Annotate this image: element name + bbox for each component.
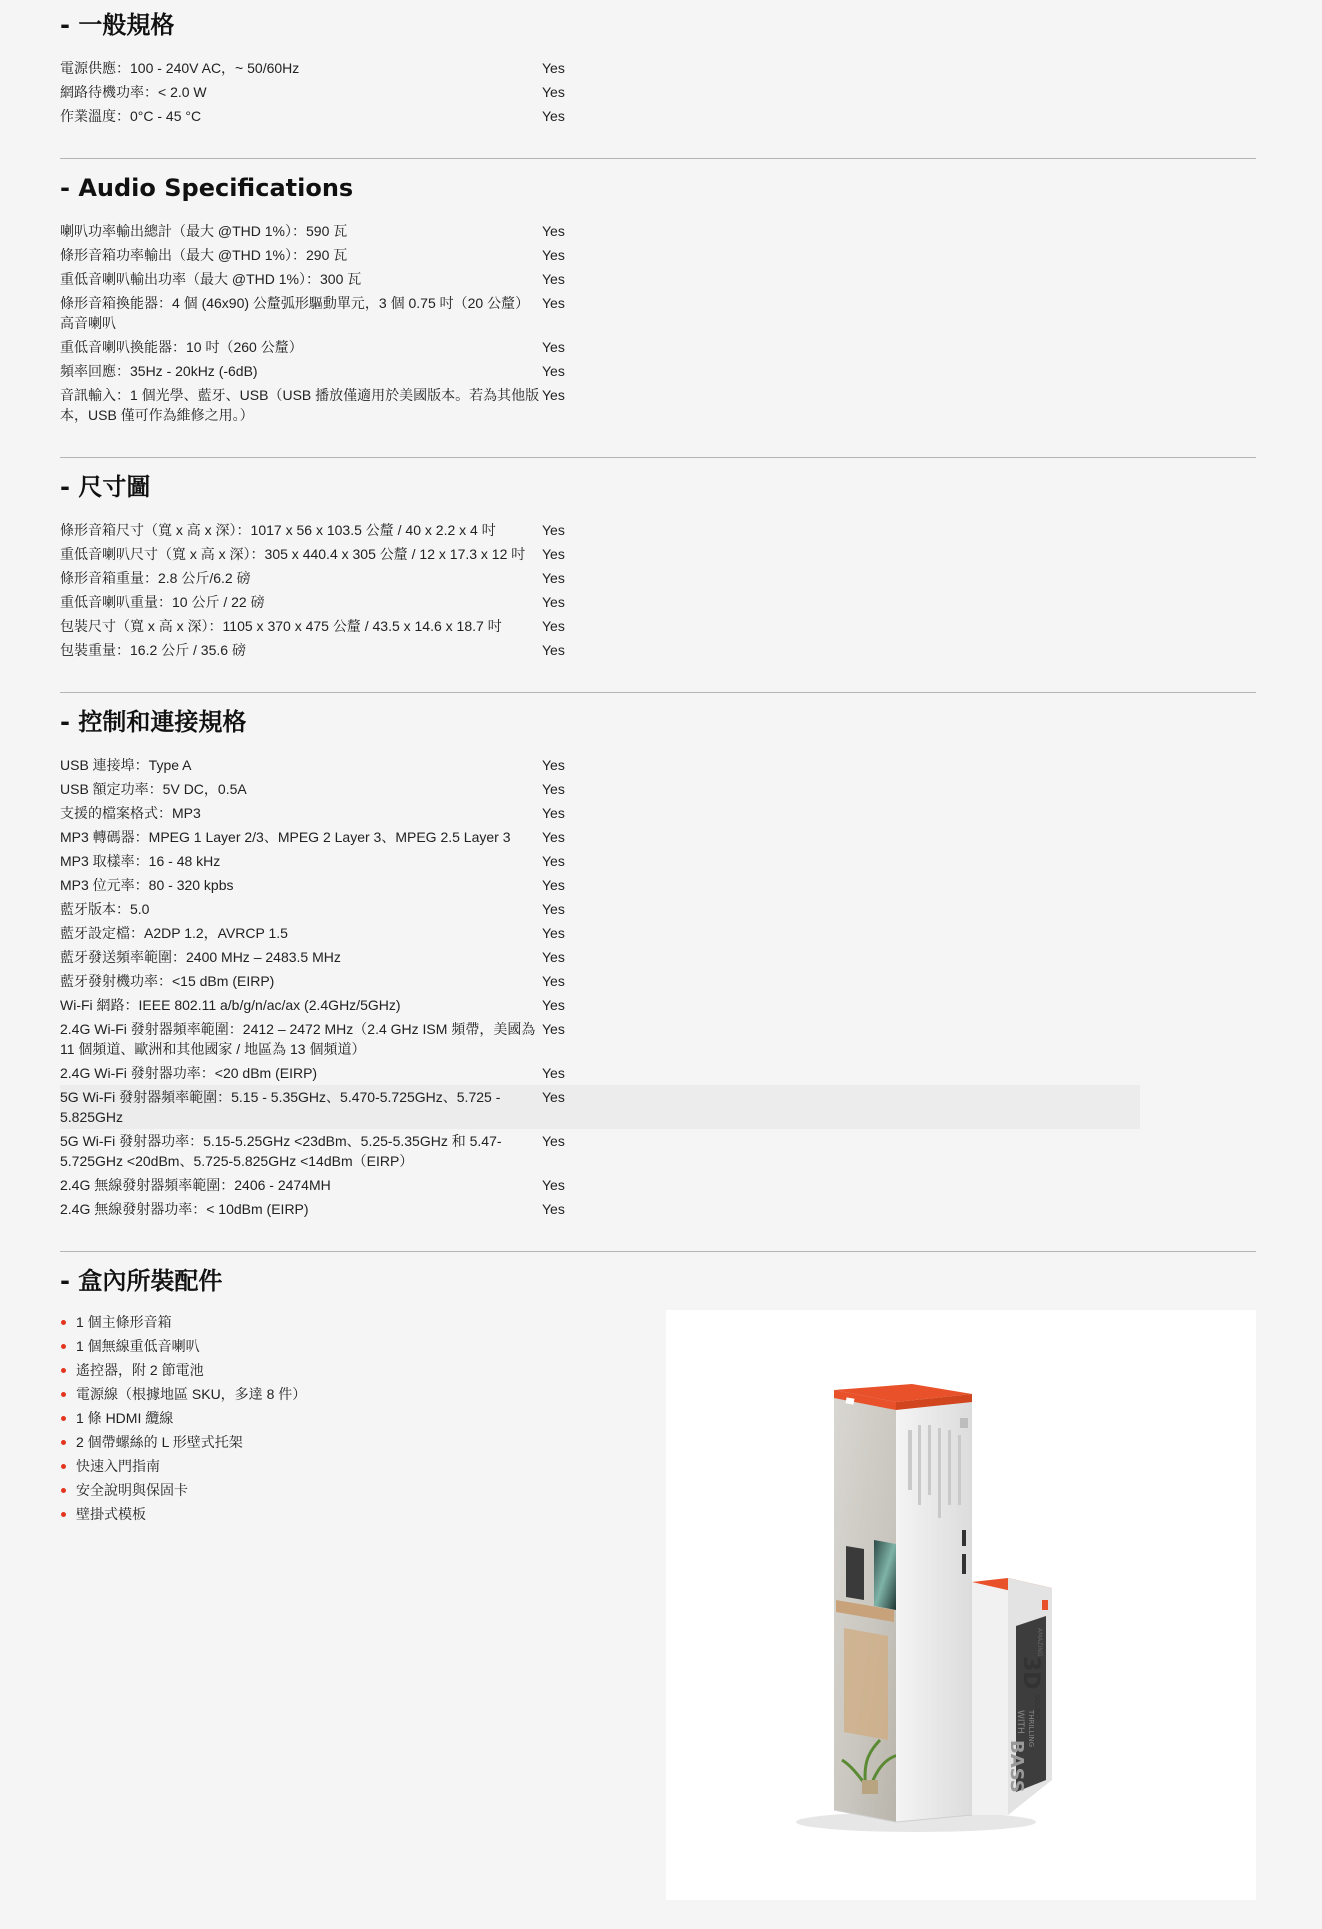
product-image-panel: [666, 1310, 1256, 1900]
box-text-3d: 3D: [1018, 1656, 1043, 1690]
section-general-specs: [60, 10, 1256, 128]
section-divider: [60, 158, 1256, 159]
spec-row: [60, 1017, 1256, 1061]
spec-value: Yes: [542, 853, 565, 869]
spec-label: 條形音箱換能器：4 個 (46x90) 公釐弧形驅動單元，3 個 0.75 吋（20 公釐）高音喇叭: [60, 295, 530, 331]
spec-value: Yes: [542, 522, 565, 538]
spec-row: [60, 566, 1256, 590]
spec-label: 音訊輸入：1 個光學、藍牙、USB（USB 播放僅適用於美國版本。若為其他版本，USB 僅可作為維修之用。）: [60, 387, 540, 423]
spec-value: Yes: [542, 1021, 565, 1037]
section-title: - 盒內所裝配件: [60, 1267, 223, 1295]
spec-label: MP3 取樣率：16 - 48 kHz: [60, 853, 221, 869]
spec-label: 電源供應：100 - 240V AC，~ 50/60Hz: [60, 60, 300, 76]
spec-value: Yes: [542, 594, 565, 610]
spec-value: Yes: [542, 805, 565, 821]
product-box-image: [666, 1310, 1256, 1900]
spec-row: [60, 104, 1256, 128]
spec-label: 藍牙發射機功率：<15 dBm (EIRP): [60, 973, 275, 989]
box-text-thrilling: THRILLING: [1027, 1710, 1035, 1747]
spec-row: [60, 80, 1256, 104]
spec-value: Yes: [542, 1089, 565, 1105]
spec-value: Yes: [542, 877, 565, 893]
list-item: 1 個主條形音箱: [60, 1310, 620, 1334]
spec-row: [60, 801, 1256, 825]
spec-value: Yes: [542, 1177, 565, 1193]
spec-value: Yes: [542, 781, 565, 797]
list-item: 安全說明與保固卡: [60, 1478, 620, 1502]
spec-row: [60, 359, 1256, 383]
spec-label: MP3 轉碼器：MPEG 1 Layer 2/3、MPEG 2 Layer 3、MPEG 2.5 Layer 3: [60, 829, 511, 845]
spec-row: [60, 638, 1256, 662]
box-text-sound: SOUND: [1033, 1694, 1041, 1720]
spec-list: [60, 518, 1256, 662]
spec-label: 2.4G Wi-Fi 發射器頻率範圍：2412 – 2472 MHz（2.4 GHz ISM 頻帶，美國為 11 個頻道、歐洲和其他國家 / 地區為 13 個頻道）: [60, 1021, 536, 1057]
spec-label: 重低音喇叭重量：10 公斤 / 22 磅: [60, 594, 265, 610]
spec-value: Yes: [542, 387, 565, 403]
spec-row: [60, 921, 1256, 945]
spec-row: [60, 753, 1256, 777]
spec-label: 喇叭功率輸出總計（最大 @THD 1%）：590 瓦: [60, 223, 348, 239]
section-title: - 一般規格: [60, 11, 175, 39]
spec-row: [60, 1197, 1256, 1221]
spec-row: [60, 993, 1256, 1017]
spec-value: Yes: [542, 295, 565, 311]
section-divider: [60, 692, 1256, 693]
spec-value: Yes: [542, 546, 565, 562]
spec-label: 頻率回應：35Hz - 20kHz (-6dB): [60, 363, 258, 379]
spec-value: Yes: [542, 618, 565, 634]
spec-label: USB 額定功率：5V DC，0.5A: [60, 781, 247, 797]
spec-row: [60, 383, 1256, 427]
spec-label: 包裝尺寸（寬 x 高 x 深）：1105 x 370 x 475 公釐 / 43.5 x 14.6 x 18.7 吋: [60, 618, 502, 634]
spec-value: Yes: [542, 271, 565, 287]
section-title: - 控制和連接規格: [60, 708, 247, 736]
list-item: 壁掛式模板: [60, 1502, 620, 1526]
list-item: 快速入門指南: [60, 1454, 620, 1478]
spec-row: [60, 267, 1256, 291]
spec-label: 藍牙版本：5.0: [60, 901, 150, 917]
spec-label: 網路待機功率：< 2.0 W: [60, 84, 207, 100]
spec-label: 重低音喇叭尺寸（寬 x 高 x 深）：305 x 440.4 x 305 公釐 / 12 x 17.3 x 12 吋: [60, 546, 526, 562]
spec-row: [60, 542, 1256, 566]
list-item: 電源線（根據地區 SKU，多達 8 件）: [60, 1382, 620, 1406]
section-audio-specs: [60, 173, 1256, 427]
spec-label: 支援的檔案格式：MP3: [60, 805, 201, 821]
spec-value: Yes: [542, 247, 565, 263]
spec-row: [60, 291, 1256, 335]
spec-label: 藍牙發送頻率範圍：2400 MHz – 2483.5 MHz: [60, 949, 341, 965]
spec-label: 重低音喇叭換能器：10 吋（260 公釐）: [60, 339, 303, 355]
section-title: - Audio Specifications: [60, 174, 354, 202]
spec-row: [60, 1061, 1256, 1085]
spec-value: Yes: [542, 1065, 565, 1081]
spec-value: Yes: [542, 1133, 565, 1149]
spec-value: Yes: [542, 108, 565, 124]
box-text-bass: BASS: [1006, 1740, 1027, 1793]
spec-label: 包裝重量：16.2 公斤 / 35.6 磅: [60, 642, 246, 658]
spec-row: [60, 945, 1256, 969]
list-item: 遙控器，附 2 節電池: [60, 1358, 620, 1382]
spec-row: [60, 56, 1256, 80]
section-dimensions: [60, 472, 1256, 662]
spec-value: Yes: [542, 84, 565, 100]
spec-value: Yes: [542, 757, 565, 773]
spec-list: [60, 753, 1256, 1221]
spec-value: Yes: [542, 997, 565, 1013]
spec-row: [60, 219, 1256, 243]
spec-label: 條形音箱尺寸（寬 x 高 x 深）：1017 x 56 x 103.5 公釐 / 40 x 2.2 x 4 吋: [60, 522, 496, 538]
spec-label: 5G Wi-Fi 發射器頻率範圍：5.15 - 5.35GHz、5.470-5.725GHz、5.725 - 5.825GHz: [60, 1089, 501, 1125]
spec-row: [60, 969, 1256, 993]
section-box-contents: [60, 1266, 620, 1526]
spec-value: Yes: [542, 973, 565, 989]
spec-row: [60, 825, 1256, 849]
spec-label: 2.4G 無線發射器頻率範圍：2406 - 2474MH: [60, 1177, 331, 1193]
spec-value: Yes: [542, 60, 565, 76]
spec-row: [60, 518, 1256, 542]
spec-value: Yes: [542, 925, 565, 941]
spec-list: [60, 56, 1256, 128]
spec-row: [60, 897, 1256, 921]
spec-value: Yes: [542, 223, 565, 239]
spec-row: [60, 777, 1256, 801]
spec-row: [60, 849, 1256, 873]
spec-label: 條形音箱功率輸出（最大 @THD 1%）：290 瓦: [60, 247, 348, 263]
spec-label: 2.4G 無線發射器功率：< 10dBm (EIRP): [60, 1201, 309, 1217]
spec-row: [60, 335, 1256, 359]
spec-row: [60, 873, 1256, 897]
section-divider: [60, 457, 1256, 458]
spec-label: Wi-Fi 網路：IEEE 802.11 a/b/g/n/ac/ax (2.4GHz/5GHz): [60, 997, 401, 1013]
list-item: 1 個無線重低音喇叭: [60, 1334, 620, 1358]
spec-label: 藍牙設定檔：A2DP 1.2，AVRCP 1.5: [60, 925, 288, 941]
spec-label: 重低音喇叭輸出功率（最大 @THD 1%）：300 瓦: [60, 271, 362, 287]
spec-label: USB 連接埠：Type A: [60, 757, 192, 773]
spec-row: [60, 243, 1256, 267]
spec-value: Yes: [542, 901, 565, 917]
spec-row: [60, 1173, 1256, 1197]
spec-row: [60, 614, 1256, 638]
section-control-connectivity: [60, 707, 1256, 1221]
spec-label: 作業溫度：0°C - 45 °C: [60, 108, 202, 124]
spec-label: 條形音箱重量：2.8 公斤/6.2 磅: [60, 570, 251, 586]
section-title: - 尺寸圖: [60, 473, 151, 501]
box-text-with: WITH: [1015, 1710, 1025, 1734]
spec-label: MP3 位元率：80 - 320 kpbs: [60, 877, 234, 893]
spec-value: Yes: [542, 949, 565, 965]
spec-value: Yes: [542, 339, 565, 355]
spec-row-highlighted: [60, 1085, 1140, 1129]
spec-value: Yes: [542, 642, 565, 658]
list-item: 2 個帶螺絲的 L 形壁式托架: [60, 1430, 620, 1454]
spec-row: [60, 590, 1256, 614]
spec-list: [60, 219, 1256, 427]
spec-row: [60, 1129, 1256, 1173]
list-item: 1 條 HDMI 纜線: [60, 1406, 620, 1430]
section-divider: [60, 1251, 1256, 1252]
spec-value: Yes: [542, 829, 565, 845]
spec-value: Yes: [542, 363, 565, 379]
box-contents-list: [60, 1310, 620, 1526]
spec-value: Yes: [542, 1201, 565, 1217]
spec-label: 2.4G Wi-Fi 發射器功率：<20 dBm (EIRP): [60, 1065, 318, 1081]
spec-value: Yes: [542, 570, 565, 586]
spec-label: 5G Wi-Fi 發射器功率：5.15-5.25GHz <23dBm、5.25-5.35GHz 和 5.47-5.725GHz <20dBm、5.725-5.825GHz <14dBm（EIRP）: [60, 1133, 502, 1169]
box-text-amazing: AMAZING: [1036, 1628, 1043, 1657]
